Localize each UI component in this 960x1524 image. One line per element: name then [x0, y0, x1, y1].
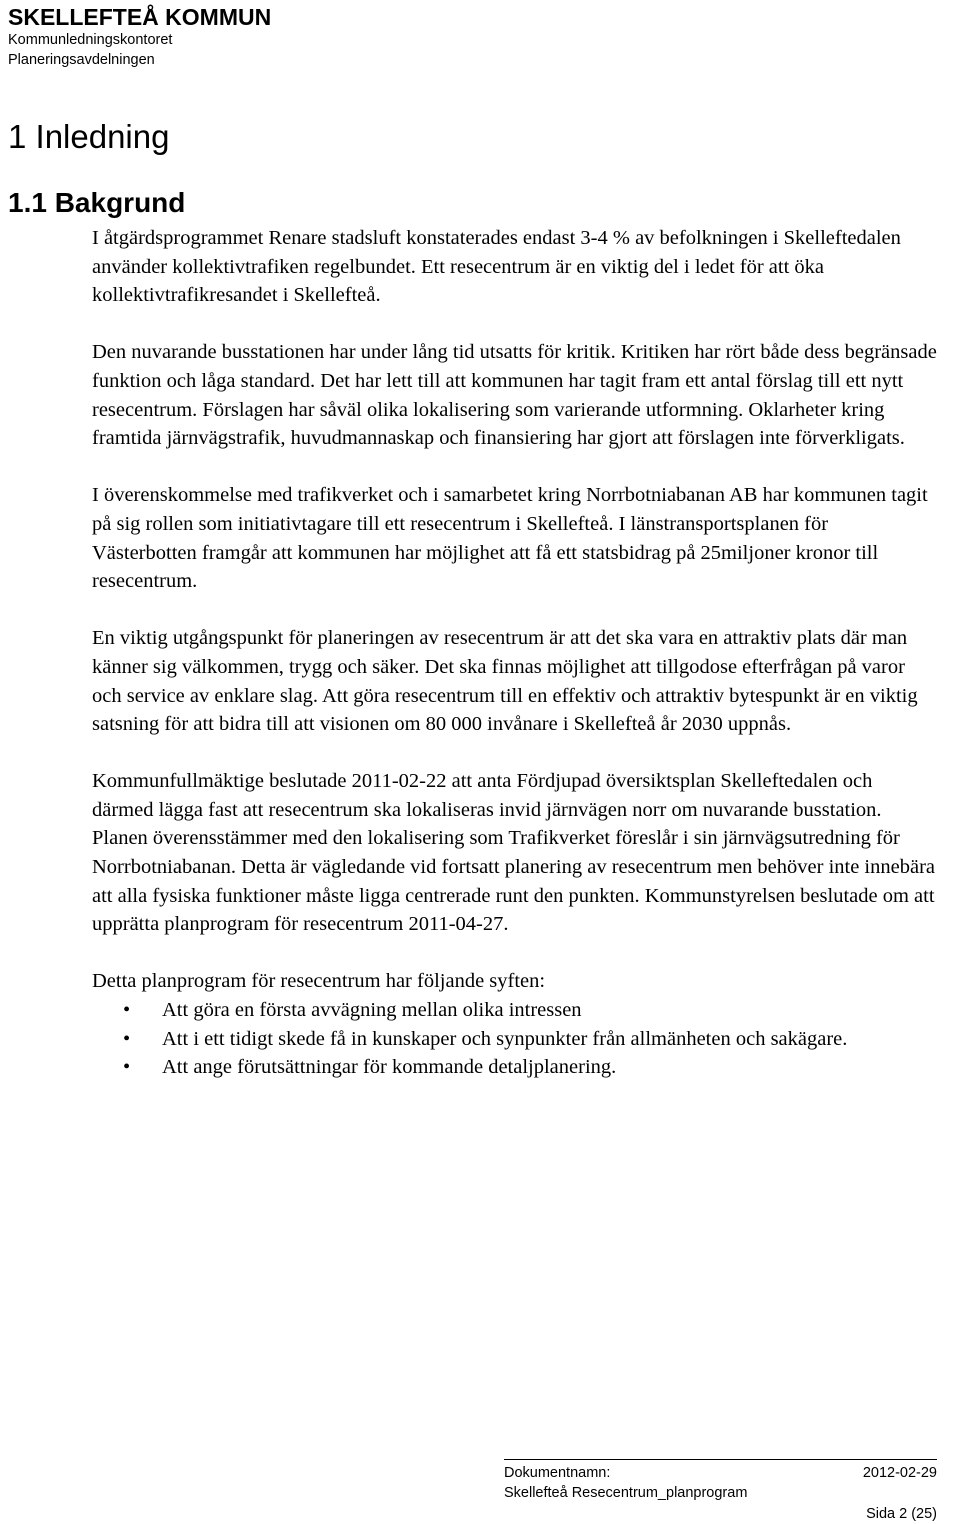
unit-name: Planeringsavdelningen [8, 52, 155, 68]
doc-name: Skellefteå Resecentrum_planprogram [504, 1485, 748, 1501]
doc-name-label: Dokumentnamn: [504, 1465, 611, 1481]
list-item-text: Att i ett tidigt skede få in kunskaper och synpunkter från allmänheten och sakägare. [162, 1027, 848, 1050]
paragraph: Kommunfullmäktige beslutade 2011-02-22 att anta Fördjupad översiktsplan Skelleftedalen och därmed lägga fast att resecentrum ska lokaliseras invid järnvägen norr om nuvarande busstation. Planen överensstämmer med den lokalisering som Trafikverket föreslår i sin järnvägsutredning för Norrbotniabanan. Detta är vägledande vid fortsatt planering av resecentrum men behöver inte innebära att alla fysiska funktioner måste ligga centrerade runt den punkten. Kommunstyrelsen beslutade om att upprätta planprogram för resecentrum 2011-04-27. [92, 770, 936, 936]
bullet-icon: • [123, 999, 131, 1022]
paragraph: I åtgärdsprogrammet Renare stadsluft konstaterades endast 3-4 % av befolkningen i Skelleftedalen använder kollektivtrafiken regelbundet. Ett resecentrum är en viktig del i ledet för att öka kollektivtrafikresandet i Skellefteå. [92, 227, 901, 307]
paragraph: I överenskommelse med trafikverket och i samarbetet kring Norrbotniabanan AB har kommunen tagit på sig rollen som initiativtagare till ett resecentrum i Skellefteå. I länstransportsplanen för Västerbotten framgår att kommunen har möjlighet att få ett statsbidrag på 25miljoner kronor till resecentrum. [92, 484, 928, 593]
section-heading: 1 Inledning [8, 118, 170, 155]
paragraph: En viktig utgångspunkt för planeringen av resecentrum är att det ska vara en attraktiv plats där man känner sig välkommen, trygg och säker. Det ska finnas möjlighet att tillgodose efterfrågan på varor och service av enklare slag. Att göra resecentrum till en effektiv och attraktiv bytespunkt är en viktig satsning för att bidra till att visionen om 80 000 invånare i Skellefteå år 2030 uppnås. [92, 627, 918, 736]
bullet-icon: • [123, 1027, 131, 1050]
doc-date: 2012-02-29 [862, 1465, 937, 1481]
list-item-text: Att göra en första avvägning mellan olika intressen [162, 999, 582, 1022]
list-item [92, 996, 937, 1025]
document-footer [504, 1459, 937, 1522]
bullet-list [92, 996, 937, 1082]
department-name: Kommunledningskontoret [8, 32, 173, 48]
organization-name: SKELLEFTEÅ KOMMUN [8, 4, 272, 30]
list-item-text: Att ange förutsättningar för kommande detaljplanering. [162, 1056, 617, 1079]
list-item [92, 1025, 937, 1054]
document-body [92, 224, 937, 1082]
bullet-icon: • [123, 1056, 131, 1079]
list-item [92, 1053, 937, 1082]
paragraph: Den nuvarande busstationen har under lång tid utsatts för kritik. Kritiken har rört både dess begränsade funktion och låga standard. Det har lett till att kommunen har tagit fram ett antal förslag till ett nytt resecentrum. Förslagen har såväl olika lokalisering som varierande utformning. Oklarheter kring framtida järnvägstrafik, huvudmannaskap och finansiering har gjort att förslagen inte förverkligats. [92, 341, 937, 450]
page-number: Sida 2 (25) [866, 1506, 937, 1522]
document-header [8, 4, 271, 70]
paragraph: Detta planprogram för resecentrum har följande syften: [92, 970, 546, 993]
subsection-heading: 1.1 Bakgrund [8, 187, 186, 218]
